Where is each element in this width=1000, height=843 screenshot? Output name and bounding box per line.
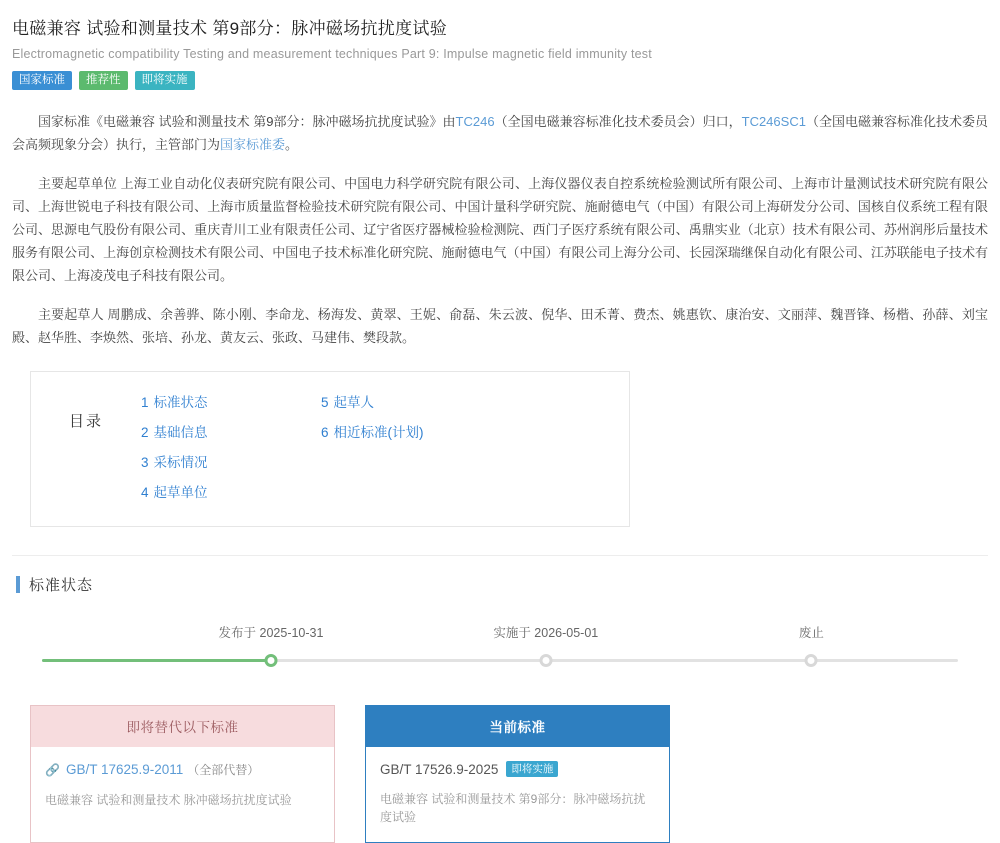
toc-item-label: 基础信息	[153, 425, 208, 440]
section-divider	[12, 555, 988, 556]
toc-label: 目录	[68, 413, 103, 430]
toc-item-label: 采标情况	[153, 455, 208, 470]
timeline-progress	[42, 659, 271, 662]
toc-item-label: 相近标准(计划)	[333, 425, 424, 440]
toc-columns	[141, 388, 629, 508]
timeline-label-effective: 实施于 2026-05-01	[493, 626, 599, 640]
toc-item-drafters[interactable]	[321, 388, 501, 418]
card-current-standard	[365, 705, 670, 843]
section-header-standard-status	[12, 574, 988, 595]
timeline-dot-effective	[539, 654, 552, 667]
toc-item-related-standards[interactable]	[321, 418, 501, 448]
toc-item-number: 1	[141, 395, 149, 410]
timeline-dot-abolished	[805, 654, 818, 667]
card-current-code: GB/T 17526.9-2025	[380, 761, 499, 777]
text-segment: 。	[285, 137, 299, 152]
toc-item-number: 2	[141, 425, 149, 440]
toc-item-number: 6	[321, 425, 329, 440]
toc-column-1	[141, 388, 321, 508]
toc-item-label: 起草人	[333, 395, 375, 410]
card-replaced-code-note: （全部代替）	[187, 763, 260, 777]
toc-item-basic-info[interactable]	[141, 418, 321, 448]
table-of-contents	[30, 371, 630, 527]
timeline-labels	[42, 623, 958, 643]
link-replaced-standard-code[interactable]: GB/T 17625.9-2011	[65, 762, 184, 777]
badge-current-soon-effective: 即将实施	[506, 761, 558, 777]
badge-recommended: 推荐性	[79, 71, 128, 90]
paragraph-origin	[12, 110, 988, 156]
card-replaced-standard	[30, 705, 335, 843]
card-replaced-code-row[interactable]	[45, 761, 320, 778]
timeline-label-abolished: 废止	[798, 626, 824, 640]
badge-national-standard: 国家标准	[12, 71, 72, 90]
toc-item-number: 3	[141, 455, 149, 470]
toc-item-label: 标准状态	[153, 395, 208, 410]
card-current-body	[366, 747, 669, 842]
status-timeline	[42, 623, 958, 683]
page-title-english: Electromagnetic compatibility Testing and measurement techniques Part 9: Impulse magnetic field immunity test	[12, 47, 652, 61]
card-current-description: 电磁兼容 试验和测量技术 第9部分：脉冲磁场抗扰度试验	[380, 792, 646, 824]
toc-item-number: 5	[321, 395, 329, 410]
toc-item-number: 4	[141, 485, 149, 500]
badge-soon-effective: 即将实施	[135, 71, 195, 90]
timeline-label-published: 发布于 2025-10-31	[218, 626, 324, 640]
standard-detail-page	[0, 14, 1000, 824]
page-title: 电磁兼容 试验和测量技术 第9部分：脉冲磁场抗扰度试验	[12, 19, 447, 38]
tag-row	[12, 71, 988, 90]
link-authority[interactable]: 国家标准委	[220, 137, 286, 152]
text-segment: 国家标准《电磁兼容 试验和测量技术 第9部分：脉冲磁场抗扰度试验》由	[38, 114, 456, 129]
toc-item-adoption[interactable]	[141, 448, 321, 478]
standard-cards	[30, 705, 970, 843]
toc-item-standard-status[interactable]	[141, 388, 321, 418]
card-current-header: 当前标准	[366, 706, 669, 747]
card-replaced-body	[31, 747, 334, 825]
card-replaced-header: 即将替代以下标准	[31, 706, 334, 747]
link-tc246sc1[interactable]: TC246SC1	[741, 114, 806, 129]
toc-item-drafting-units[interactable]	[141, 478, 321, 508]
text-segment: （全国电磁兼容标准化技术委员会）归口，	[494, 114, 742, 129]
toc-column-2	[321, 388, 501, 508]
paragraph-drafters: 主要起草人 周鹏成、余善骅、陈小刚、李命龙、杨海发、黄翠、王妮、俞磊、朱云波、倪华、田禾菁、费杰、姚惠钦、康治安、文丽萍、魏晋锋、杨楷、孙薛、刘宝殿、赵华胜、李焕然、张培、孙龙、黄友云、张政、马建伟、樊段款。	[12, 307, 988, 345]
timeline-dot-published	[265, 654, 278, 667]
link-chain-icon: 🔗	[45, 762, 60, 777]
toc-item-label: 起草单位	[153, 485, 208, 500]
section-title: 标准状态	[29, 577, 94, 594]
paragraph-drafting-units: 主要起草单位 上海工业自动化仪表研究院有限公司、中国电力科学研究院有限公司、上海仪器仪表自控系统检验测试所有限公司、上海市计量测试技术研究院有限公司、上海世锐电子科技有限公司、上海市质量监督检验技术研究院有限公司、中国计量科学研究院、施耐德电气（中国）有限公司上海研发分公司、国核自仪系统工程有限公司、思源电气股份有限公司、重庆青川工业有限责任公司、辽宁省医疗器械检验检测院、西门子医疗系统有限公司、禹鼎实业（北京）技术有限公司、苏州润彤后量技术服务有限公司、上海创京检测技术有限公司、中国电子技术标准化研究院、施耐德电气（中国）有限公司上海分公司、长园深瑞继保自动化有限公司、江苏联能电子技术有限公司、上海凌茂电子科技有限公司。	[12, 176, 988, 283]
text-segment: （全国电磁兼容标准化技术委员会高频现象分会）执行，主管部门为	[12, 114, 988, 152]
card-replaced-description: 电磁兼容 试验和测量技术 脉冲磁场抗扰度试验	[45, 793, 292, 807]
card-current-code-row	[380, 761, 655, 777]
section-accent-bar	[16, 576, 20, 593]
link-tc246[interactable]: TC246	[455, 114, 495, 129]
